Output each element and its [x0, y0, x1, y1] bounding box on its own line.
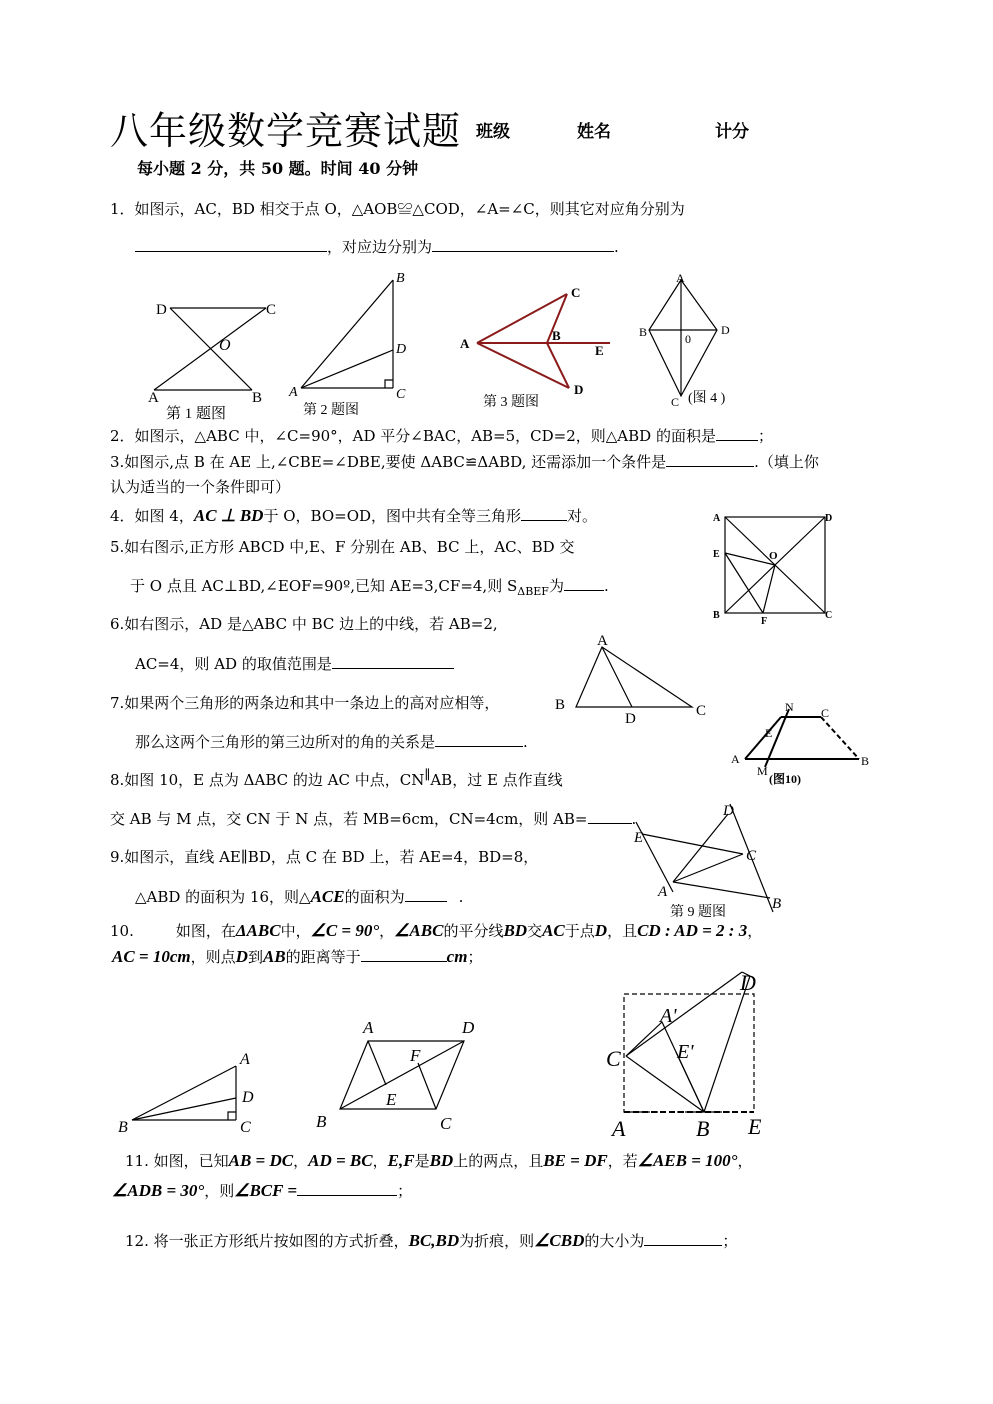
question-5-line2: 于 O 点且 AC⊥BD,∠EOF=90º,已知 AE=3,CF=4,则 $S_{\Delta BEF}$为 .	[130, 577, 609, 598]
label-D: D	[462, 1018, 475, 1037]
answer-blank[interactable]	[644, 1230, 722, 1246]
question-10-line2: AC = 10cm，则点D到AB的距离等于 cm；	[112, 947, 483, 966]
figure-4	[635, 268, 775, 413]
figure-9	[628, 800, 798, 925]
answer-blank[interactable]	[432, 236, 614, 252]
label-C: C	[396, 387, 406, 402]
label-B: B	[639, 325, 648, 339]
label-D: D	[156, 302, 167, 318]
question-8-line2: 交 AB 与 M 点，交 CN 于 N 点，若 MB=6cm，CN=4cm，则 AB= .	[110, 810, 637, 828]
label-E: E	[748, 1114, 762, 1139]
page-title: 八年级数学竞赛试题	[110, 109, 462, 153]
label-E-prime: E'	[677, 1041, 694, 1063]
label-A: A	[676, 271, 685, 285]
label-A: A	[289, 385, 298, 400]
figure-3	[455, 282, 625, 412]
label-C: C	[440, 1114, 452, 1133]
label-E: E	[386, 1090, 397, 1109]
question-9-line2: △ABD 的面积为 16，则△ACE的面积为 .	[135, 887, 464, 906]
figure-q12	[600, 960, 780, 1145]
figure-q11	[310, 1015, 500, 1135]
figure-4-caption: (图 4 )	[688, 391, 726, 406]
answer-blank[interactable]	[135, 236, 327, 252]
answer-blank[interactable]	[405, 886, 447, 902]
label-B: B	[696, 1116, 710, 1141]
name-label: 姓名	[577, 122, 611, 142]
label-B: B	[252, 390, 263, 406]
label-B: B	[861, 754, 870, 768]
label-B: B	[316, 1112, 327, 1131]
question-12: 12. 将一张正方形纸片按如图的方式折叠，BC,BD为折痕，则∠CBD的大小为 ；	[125, 1231, 738, 1250]
label-N: N	[785, 700, 794, 714]
answer-blank[interactable]	[564, 575, 604, 591]
label-B: B	[555, 697, 566, 713]
question-7: 7.如果两个三角形的两条边和其中一条边上的高对应相等，	[110, 694, 500, 712]
question-2: 2．如图示，△ABC 中，∠C=90°，AD 平分∠BAC，AB=5，CD=2，则△ABD 的面积是 ；	[110, 427, 773, 445]
label-B: B	[772, 896, 782, 912]
label-E: E	[595, 343, 604, 358]
figure-1	[140, 290, 280, 420]
figure-10	[725, 695, 875, 790]
label-C: C	[571, 285, 581, 300]
label-D: D	[740, 970, 756, 995]
label-A: A	[460, 336, 470, 351]
label-D: D	[396, 342, 407, 357]
label-A: A	[148, 390, 159, 406]
question-3: 3.如图示,点 B 在 AE 上,∠CBE=∠DBE,要使 ΔABC≌ΔABD, 还需添加一个条件是 .（填上你	[110, 453, 819, 471]
answer-blank[interactable]	[588, 808, 632, 824]
label-A: A	[731, 752, 740, 766]
label-D: D	[625, 711, 636, 727]
score-label: 计分	[715, 122, 749, 142]
label-B: B	[713, 610, 720, 621]
label-D: D	[721, 323, 730, 337]
question-7-line2: 那么这两个三角形的第三边所对的角的关系是 .	[135, 733, 528, 751]
label-A: A	[363, 1018, 374, 1037]
label-A-prime: A'	[660, 1005, 677, 1027]
answer-blank[interactable]	[666, 451, 754, 467]
label-A: A	[658, 884, 668, 900]
label-A: A	[240, 1051, 250, 1068]
question-1-text: 1．如图示，AC，BD 相交于点 O，△AOB≌△COD，∠A=∠C，则其它对应角分别为	[110, 200, 685, 218]
question-1-line2: ，对应边分别为 .	[135, 236, 619, 257]
answer-blank[interactable]	[521, 505, 567, 521]
question-11-line2: ∠ADB = 30°，则∠BCF = ；	[112, 1181, 413, 1200]
figure-9-caption: 第 9 题图	[670, 905, 726, 920]
label-A: A	[612, 1116, 626, 1141]
label-D: D	[723, 803, 734, 819]
answer-blank[interactable]	[332, 653, 454, 669]
label-A: A	[713, 513, 721, 524]
label-C: C	[266, 302, 277, 318]
label-C: C	[746, 848, 757, 864]
question-6-line2: AC=4，则 AD 的取值范围是	[135, 653, 454, 674]
answer-blank[interactable]	[435, 731, 523, 747]
figure-10-caption: (图10)	[769, 772, 801, 786]
label-B: B	[552, 328, 561, 343]
figure-5	[705, 505, 845, 630]
label-D: D	[825, 513, 833, 524]
label-B: B	[118, 1119, 128, 1136]
label-D: D	[242, 1089, 254, 1106]
question-11: 11. 如图，已知AB = DC，AD = BC，E,F是BD上的两点，且BE = DF，若∠AEB = 100°，	[125, 1151, 753, 1170]
label-C: C	[821, 706, 830, 720]
label-A: A	[597, 633, 608, 649]
question-9: 9.如图示，直线 AE∥BD，点 C 在 BD 上，若 AE=4，BD=8，	[110, 848, 539, 866]
answer-blank[interactable]	[361, 946, 447, 962]
figure-1-caption: 第 1 题图	[166, 406, 227, 422]
label-M: M	[757, 764, 768, 778]
label-C: C	[606, 1046, 621, 1071]
label-E: E	[713, 549, 720, 560]
label-C: C	[671, 395, 680, 409]
question-4: 4．如图 4，AC ⊥ BD于 O，BO=OD，图中共有全等三角形 对。	[110, 506, 598, 525]
label-E: E	[634, 830, 644, 846]
class-label: 班级	[476, 122, 510, 142]
label-O: 0	[685, 332, 691, 346]
answer-blank[interactable]	[716, 425, 758, 441]
label-E: E	[765, 726, 773, 740]
label-O: O	[769, 550, 778, 562]
answer-blank[interactable]	[297, 1180, 397, 1196]
label-B: B	[396, 271, 405, 286]
label-D: D	[574, 382, 584, 397]
label-F: F	[761, 616, 768, 627]
label-O: O	[219, 337, 231, 354]
question-10: 10. 如图，在ΔABC中，∠C = 90°，∠ABC的平分线BD交AC于点D，且CD : AD = 2 : 3，	[110, 921, 763, 940]
figure-2	[285, 268, 415, 418]
question-8: 8.如图 10，E 点为 ΔABC 的边 AC 中点，CN∥AB，过 E 点作直线	[110, 768, 563, 789]
question-5: 5.如右图示,正方形 ABCD 中,E、F 分别在 AB、BC 上，AC、BD 交	[110, 538, 575, 556]
subtitle: 每小题 2 分，共 50 题。时间 40 分钟	[137, 159, 419, 178]
figure-2-caption: 第 2 题图	[303, 403, 359, 418]
question-6: 6.如右图示，AD 是△ABC 中 BC 边上的中线，若 AB=2,	[110, 615, 498, 633]
label-C: C	[696, 703, 707, 719]
label-F: F	[410, 1046, 421, 1065]
label-C: C	[240, 1119, 251, 1136]
figure-q10	[110, 1040, 270, 1140]
figure-3-caption: 第 3 题图	[483, 395, 539, 410]
figure-6	[550, 635, 720, 725]
question-3-line2: 认为适当的一个条件即可）	[110, 478, 291, 496]
label-C: C	[825, 610, 833, 621]
